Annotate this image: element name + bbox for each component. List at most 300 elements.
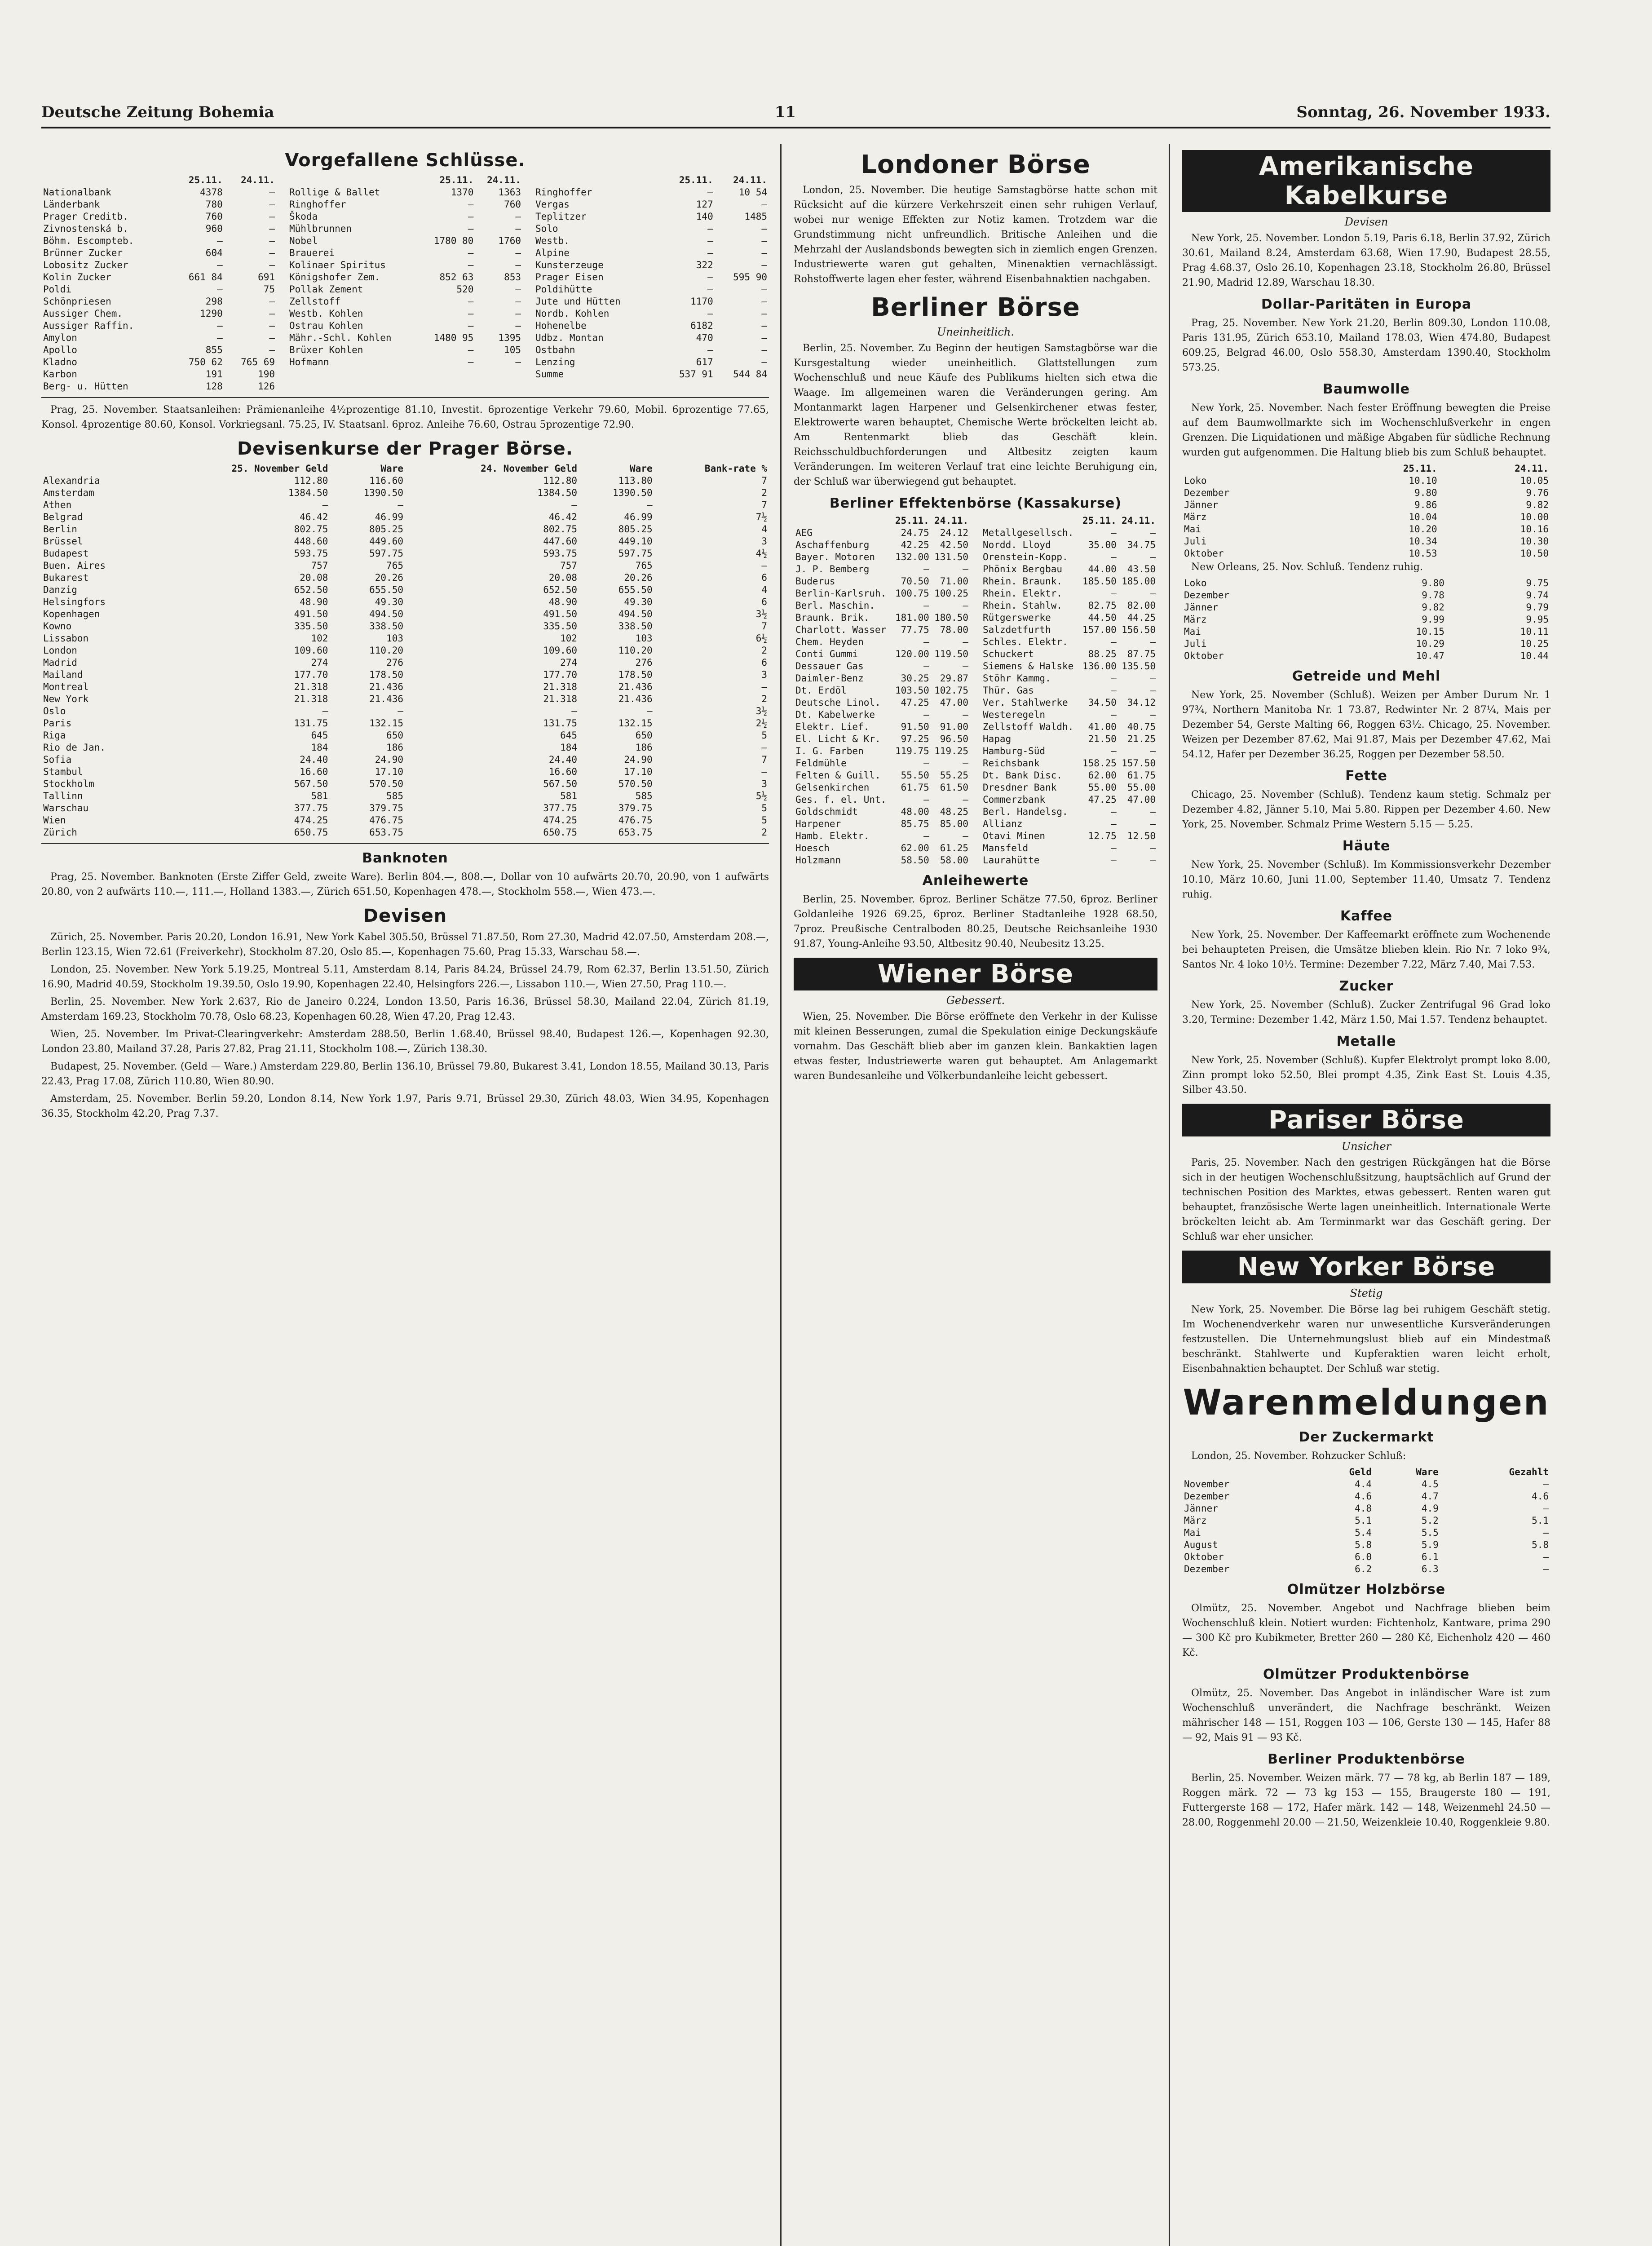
table-cell: Aussiger Chem. [43, 308, 123, 319]
table-cell: 132.00 [895, 552, 929, 562]
table-row [981, 612, 1157, 624]
article-dollar-paritaeten: Prag, 25. November. New York 21.20, Berlin 809.30, London 110.08, Paris 131.95, Zürich 653.10, Mailand 178.03, Wien 474.80, Budapest 609.25, Belgrad 46.00, Oslo 558.30, Amsterdam 1390.40, Stockholm 573.25. [1182, 318, 1550, 373]
table-cell: Kolin Zucker [43, 272, 111, 283]
table-cell: — [217, 260, 223, 270]
table-cell: 20.08 [548, 572, 578, 583]
table-cell: — [1111, 855, 1117, 866]
table-cell: Brüxer Kohlen [289, 345, 363, 355]
table-cell: 9.75 [1526, 578, 1549, 588]
table-cell: Westb. Kohlen [289, 308, 363, 319]
table-cell: — [468, 357, 474, 367]
table-cell: 6.0 [1355, 1552, 1372, 1562]
table-row [287, 211, 523, 223]
table-header-cell: 24.11. [241, 175, 275, 186]
table-cell: 87.75 [1127, 649, 1156, 659]
table-cell: Pollak Zement [289, 284, 363, 295]
table-cell: 652.50 [543, 584, 578, 595]
table-row [41, 802, 769, 814]
article-fette: Chicago, 25. November (Schluß). Tendenz kaum stetig. Schmalz per Dezember 4.82, Jänner 5.10, Mai 5.80. Rippen per Dezember 4.60. New York, 25. November. Schmalz Prime Western 5.15 — 5.25. [1182, 789, 1550, 830]
table-cell: 855 [205, 345, 223, 355]
table-header-cell: Ware [630, 463, 653, 474]
section-subheading-devisen: Devisen [1344, 216, 1388, 228]
table-row [287, 271, 523, 283]
table-cell: Kowno [43, 621, 72, 632]
table-cell: — [468, 248, 474, 258]
table-cell: 132.15 [618, 718, 653, 729]
table-cell: I. G. Farben [795, 746, 864, 756]
table-cell: 24.40 [300, 754, 328, 765]
table-cell: New York [43, 694, 89, 704]
table-cell: Stockholm [43, 778, 94, 789]
table-cell: März [1184, 512, 1207, 522]
table-cell: — [269, 320, 275, 331]
table-cell: Feldmühle [795, 758, 847, 769]
table-cell: Oktober [1184, 650, 1224, 661]
table-cell: 102 [560, 633, 578, 644]
stock-table-b [287, 174, 523, 368]
effekten-tables [794, 515, 1157, 867]
table-cell: Aussiger Raffin. [43, 320, 134, 331]
table-cell: Mai [1184, 1527, 1201, 1538]
section-heading-baumwolle: Baumwolle [1323, 381, 1410, 397]
table-row [1182, 1478, 1550, 1490]
article-banknoten: Prag, 25. November. Banknoten (Erste Ziffer Geld, zweite Ware). Berlin 804.—, 808.—, Dollar von 10 aufwärts 20.70, 20.90, von 1 aufwärts 20.80, von 2 aufwärts 110.—, 111.—, Holland 1383.—, Zürich 651.50, Kopenhagen 478.—, Stockholm 558.—, Wien 473.—. [41, 871, 769, 898]
table-cell: 6.2 [1355, 1564, 1372, 1574]
table-cell: Deutsche Linol. [795, 697, 881, 708]
table-row [41, 271, 277, 283]
table-row [981, 757, 1157, 769]
table-cell: — [1543, 1479, 1549, 1490]
table-cell: Sofia [43, 754, 72, 765]
table-cell: — [269, 332, 275, 343]
table-cell: Chem. Heyden [795, 637, 864, 647]
column-3 [1182, 144, 1550, 2246]
table-cell: 16.60 [548, 766, 578, 777]
table-row [41, 632, 769, 645]
table-cell: Brüssel [43, 536, 83, 547]
table-header-cell: 25.11. [1403, 463, 1437, 474]
table-cell: 140 [696, 211, 713, 222]
table-cell: — [923, 661, 929, 672]
table-cell: 10.53 [1409, 548, 1437, 559]
table-row [534, 356, 769, 368]
table-cell: Alexandria [43, 475, 100, 486]
table-cell: Tallinn [43, 791, 83, 801]
table-cell: 71.00 [940, 576, 968, 587]
table-cell: Zivnostenská b. [43, 223, 128, 234]
table-cell: 805.25 [618, 524, 653, 535]
article-staatsanleihen: Prag, 25. November. Staatsanleihen: Prämienanleihe 4½prozentige 81.10, Investit. 6prozentige Verkehr 79.60, Mobil. 6prozentige 77.65, Konsol. 4prozentige 80.60, Konsol. Vorkriegsanl. 75.25, IV. Staatsanl. 6proz. Anleihe 76.60, Ostrau 5prozentige 72.90. [41, 404, 769, 430]
table-cell: 6 [761, 572, 767, 583]
table-header-cell: 24. November Geld [481, 463, 578, 474]
table-cell: 4.6 [1532, 1491, 1549, 1502]
table-row [41, 754, 769, 766]
table-cell: Amylon [43, 332, 77, 343]
table-cell: 191 [205, 369, 223, 380]
table-cell: 10.20 [1409, 524, 1437, 535]
table-cell: 4378 [200, 187, 223, 198]
table-cell: Mailand [43, 669, 83, 680]
table-cell: 760 [504, 199, 521, 210]
table-row [287, 186, 523, 199]
table-row [794, 733, 970, 745]
table-cell: — [761, 296, 767, 307]
table-cell: 1390.50 [363, 487, 403, 498]
table-cell: 190 [258, 369, 275, 380]
table-cell: Apollo [43, 345, 77, 355]
masthead-title: Deutsche Zeitung Bohemia [41, 103, 274, 121]
table-row [981, 588, 1157, 600]
table-row [41, 681, 769, 693]
table-row [41, 730, 769, 742]
table-row [981, 721, 1157, 733]
table-cell: Jänner [1184, 1503, 1218, 1514]
article-haeute: New York, 25. November (Schluß). Im Kommissionsverkehr Dezember 10.10, März 10.60, Juni 11.00, September 11.40, Umsatz 7. Tendenz ruhig. [1182, 859, 1550, 900]
table-cell: 24.90 [624, 754, 653, 765]
table-cell: — [761, 332, 767, 343]
table-cell: März [1184, 614, 1207, 625]
new-orleans-label: New Orleans, 25. Nov. Schluß. Tendenz ruhig. [1191, 562, 1423, 573]
table-cell: Conti Gummi [795, 649, 858, 659]
table-cell: 570.50 [618, 778, 653, 789]
table-cell: — [761, 345, 767, 355]
table-cell: — [1150, 527, 1156, 538]
table-cell: 853 [504, 272, 521, 283]
table-cell: Rhein. Elektr. [983, 588, 1063, 599]
table-cell: 100.75 [895, 588, 929, 599]
table-cell: 595 90 [733, 272, 767, 283]
table-header-cell: 24.11. [487, 175, 521, 186]
table-cell: 7 [761, 621, 767, 632]
table-cell: 652.50 [294, 584, 328, 595]
table-cell: 10.50 [1520, 548, 1549, 559]
table-row [1182, 614, 1550, 626]
table-row [41, 211, 277, 223]
table-cell: 377.75 [543, 803, 578, 814]
table-cell: — [571, 706, 578, 716]
table-row [41, 320, 277, 332]
article-london: London, 25. November. New York 5.19.25, Montreal 5.11, Amsterdam 8.14, Paris 84.24, Brüssel 24.79, Rom 62.37, Berlin 13.51.50, Zürich 16.90, Madrid 40.59, Stockholm 19.39.50, Oslo 19.90, Kopenhagen 22.40, Helsingfors 226.—, Lissabon 110.—, Wien 27.50, Prag 110.—. [41, 964, 769, 990]
table-header-cell: Ware [380, 463, 403, 474]
table-cell: 3½ [755, 706, 767, 716]
table-cell: Rhein. Braunk. [983, 576, 1063, 587]
table-cell: — [707, 235, 713, 246]
table-cell: — [1150, 746, 1156, 756]
table-row [794, 782, 970, 794]
table-cell: Charlott. Wasser [795, 624, 887, 635]
table-row [41, 535, 769, 548]
section-heading-amerikanische-kabelkurse: Amerikanische Kabelkurse [1182, 150, 1550, 212]
table-cell: 177.70 [294, 669, 328, 680]
table-cell: Jänner [1184, 500, 1218, 510]
table-cell: 178.50 [618, 669, 653, 680]
table-cell: — [269, 296, 275, 307]
table-row [41, 657, 769, 669]
table-cell: Schönpriesen [43, 296, 111, 307]
table-cell: 131.50 [934, 552, 968, 562]
article-berliner-produktenboerse: Berlin, 25. November. Weizen märk. 77 — 78 kg, ab Berlin 187 — 189, Roggen märk. 72 — 73 kg 153 — 155, Braugerste 180 — 191, Futtergerste 168 — 172, Hafer märk. 142 — 148, Weizenmehl 24.50 — 28.00, Roggenmehl 20.00 — 21.50, Weizenkleie 10.40, Roggenkleie 9.80. [1182, 1773, 1550, 1828]
table-cell: Summe [535, 369, 564, 380]
table-cell: — [923, 831, 929, 841]
table-cell: — [322, 500, 328, 510]
table-row [41, 620, 769, 632]
table-cell: — [1111, 685, 1117, 696]
table-cell: 474.25 [543, 815, 578, 826]
table-cell: — [269, 260, 275, 270]
article-pariser-boerse: Paris, 25. November. Nach den gestrigen Rückgängen hat die Börse sich in der heutigen Wochenschlußsitzung, hauptsächlich auf Grund der technischen Position des Marktes, etwas gebessert. Renten waren gut behauptet, französische Werte lagen uneinheitlich. Internationale Werte bröckelten leicht ab. Am Terminmarkt war das Geschäft gering. Der Schluß war eher unsicher. [1182, 1157, 1550, 1242]
table-cell: — [761, 742, 767, 753]
table-cell: 4 [761, 524, 767, 535]
table-cell: 184 [560, 742, 578, 753]
table-cell: 184 [311, 742, 328, 753]
table-cell: 650.75 [543, 827, 578, 838]
table-cell: Loko [1184, 475, 1207, 486]
table-cell: 46.42 [300, 512, 328, 522]
table-row [794, 697, 970, 709]
table-cell: 494.50 [618, 609, 653, 619]
table-row [1182, 1551, 1550, 1563]
table-cell: 1760 [498, 235, 521, 246]
table-cell: Wien [43, 815, 66, 826]
table-cell: 9.74 [1526, 590, 1549, 601]
table-row [41, 778, 769, 790]
table-row [41, 356, 277, 368]
table-row [794, 854, 970, 867]
table-cell: 62.00 [1088, 770, 1117, 781]
table-cell: 449.60 [369, 536, 403, 547]
table-cell: 6 [761, 657, 767, 668]
table-row [41, 259, 277, 271]
table-cell: 156.50 [1122, 624, 1156, 635]
table-cell: — [269, 187, 275, 198]
table-cell: 335.50 [294, 621, 328, 632]
table-cell: Berl. Handelsg. [983, 806, 1068, 817]
table-row [794, 818, 970, 830]
table-cell: Alpine [535, 248, 570, 258]
table-cell: 24.75 [901, 527, 929, 538]
table-cell: Poldi [43, 284, 72, 295]
table-row [981, 854, 1157, 867]
section-heading-warenmeldungen: Warenmeldungen [1183, 1383, 1550, 1423]
table-cell: — [217, 284, 223, 295]
table-cell: 10.16 [1520, 524, 1549, 535]
table-header-cell [534, 174, 661, 186]
table-cell: — [468, 345, 474, 355]
article-zucker: New York, 25. November (Schluß). Zucker Zentrifugal 96 Grad loko 3.20, Termine: Dezember 1.42, März 1.50, Mai 1.57. Tendenz behauptet. [1182, 999, 1550, 1026]
table-row [981, 660, 1157, 672]
table-cell: 48.25 [940, 806, 968, 817]
table-cell: El. Licht & Kr. [795, 734, 881, 744]
table-cell: — [761, 248, 767, 258]
table-cell: Ges. f. el. Unt. [795, 794, 887, 805]
table-cell: 338.50 [369, 621, 403, 632]
table-cell: 2½ [755, 718, 767, 729]
section-heading-effektenboerse: Berliner Effektenbörse (Kassakurse) [829, 495, 1122, 511]
table-row [287, 235, 523, 247]
table-cell: — [515, 260, 521, 270]
table-row [41, 645, 769, 657]
article-getreide: New York, 25. November (Schluß). Weizen per Amber Durum Nr. 1 97¾, Northern Manitoba Nr. 1 73.87, Redwinter Nr. 2 87¼, Mais per Dezember 54, Gerste Malting 66, Roggen 63½. Chicago, 25. November. Weizen per Dezember 87.62, Mai 91.87, Mais per Dezember 47.62, Mai 54.12, Hafer per Dezember 36.25, Roggen per Dezember 58.50. [1182, 690, 1550, 760]
table-cell: 765 [635, 560, 653, 571]
table-row [287, 344, 523, 356]
table-cell: 47.00 [1127, 794, 1156, 805]
table-cell: 757 [560, 560, 578, 571]
table-row [41, 344, 277, 356]
table-header-row [1182, 463, 1550, 475]
table-header-cell: Bank-rate % [704, 463, 767, 474]
table-row [981, 551, 1157, 563]
table-cell: Rio de Jan. [43, 742, 106, 753]
table-cell: Mai [1184, 626, 1201, 637]
article-zuerich: Zürich, 25. November. Paris 20.20, London 16.91, New York Kabel 305.50, Brüssel 71.87.50, Rom 27.30, Madrid 42.07.50, Amsterdam 208.—, Berlin 123.15, Wien 72.61 (Freiverkehr), Stockholm 87.20, Oslo 85.—, Kopenhagen 75.60, Prag 15.33, Warschau 58.—. [41, 932, 769, 958]
section-heading-dollar-paritaeten: Dollar-Paritäten in Europa [1261, 296, 1472, 312]
table-cell: Zellstoff [289, 296, 340, 307]
table-cell: 48.90 [548, 597, 578, 607]
table-cell: 44.25 [1127, 612, 1156, 623]
table-row [41, 511, 769, 523]
article-wien: Wien, 25. November. Im Privat-Clearingverkehr: Amsterdam 288.50, Berlin 1.68.40, Brüssel 98.40, Budapest 126.—, Kopenhagen 92.30, London 23.80, Mailand 37.28, Paris 27.82, Prag 21.11, Stockholm 108.—, Zürich 138.30. [41, 1029, 769, 1055]
table-cell: J. P. Bemberg [795, 564, 870, 575]
table-row [41, 717, 769, 730]
table-row [794, 527, 970, 539]
table-cell: 21.318 [294, 681, 328, 692]
table-cell: — [269, 345, 275, 355]
table-header-cell [794, 515, 892, 527]
table-row [287, 283, 523, 296]
table-cell: 4.9 [1421, 1503, 1439, 1514]
table-row [534, 211, 769, 223]
table-row [534, 368, 769, 380]
table-cell: 802.75 [294, 524, 328, 535]
table-row [981, 745, 1157, 757]
table-cell: Schles. Elektr. [983, 637, 1068, 647]
table-cell: Berl. Maschin. [795, 600, 875, 611]
table-header-cell: Geld [1349, 1467, 1372, 1477]
table-cell: — [1111, 746, 1117, 756]
table-header-cell: 25. November Geld [231, 463, 328, 474]
table-row [1182, 626, 1550, 638]
section-subheading-wiener: Gebessert. [946, 994, 1005, 1007]
table-cell: 5.4 [1355, 1527, 1372, 1538]
table-cell: — [515, 357, 521, 367]
table-cell: 780 [205, 199, 223, 210]
table-cell: 1390.50 [613, 487, 653, 498]
article-holzboerse: Olmütz, 25. November. Angebot und Nachfrage blieben beim Wochenschluß klein. Notiert wurden: Fichtenholz, Kantware, prima 290 — 300 Kč pro Kubikmeter, Bretter 260 — 280 Kč, Eichenholz 420 — 460 Kč. [1182, 1603, 1550, 1658]
table-cell: 4.5 [1421, 1479, 1439, 1490]
table-cell: Dezember [1184, 487, 1230, 498]
table-cell: — [1150, 709, 1156, 720]
article-kaffee: New York, 25. November. Der Kaffeemarkt eröffnete zum Wochenende bei behaupteten Preisen, die Umsätze blieben klein. Rio Nr. 7 loko 9¾, Santos Nr. 4 loko 10½. Termine: Dezember 7.22, März 7.40, Mai 7.53. [1182, 929, 1550, 970]
table-cell: 78.00 [940, 624, 968, 635]
table-row [534, 199, 769, 211]
table-cell: 3 [761, 778, 767, 789]
table-cell: 276 [635, 657, 653, 668]
table-cell: Dt. Kabelwerke [795, 709, 875, 720]
table-header-cell: 25.11. [188, 175, 223, 186]
table-row [1182, 1490, 1550, 1503]
table-cell: Mai [1184, 524, 1201, 535]
table-row [41, 596, 769, 608]
effekten-table-b [981, 515, 1157, 867]
table-cell: 12.50 [1127, 831, 1156, 841]
table-cell: — [923, 600, 929, 611]
table-cell: 91.50 [901, 721, 929, 732]
table-cell: 655.50 [618, 584, 653, 595]
table-cell: 10.29 [1416, 638, 1444, 649]
table-row [794, 830, 970, 842]
table-header-cell [287, 174, 421, 186]
masthead-rule [41, 127, 1550, 128]
table-row [1182, 589, 1550, 601]
table-cell: — [1150, 818, 1156, 829]
new-orleans-table [1182, 577, 1550, 662]
table-cell: 617 [696, 357, 713, 367]
table-cell: Brünner Zucker [43, 248, 123, 258]
table-cell: — [923, 709, 929, 720]
section-heading-pariser-boerse: Pariser Börse [1182, 1104, 1550, 1136]
table-cell: — [468, 223, 474, 234]
table-cell: 476.75 [618, 815, 653, 826]
table-row [1182, 1503, 1550, 1515]
table-row [41, 308, 277, 320]
table-cell: — [1543, 1552, 1549, 1562]
table-cell: — [1150, 806, 1156, 817]
table-cell: 802.75 [543, 524, 578, 535]
table-row [1182, 1539, 1550, 1551]
table-cell: — [1111, 709, 1117, 720]
table-cell: — [646, 706, 653, 716]
table-cell: 581 [560, 791, 578, 801]
table-cell: 597.75 [369, 548, 403, 559]
table-cell: Ostbahn [535, 345, 575, 355]
table-header-row [981, 515, 1157, 527]
table-cell: 645 [560, 730, 578, 741]
table-cell: 47.00 [940, 697, 968, 708]
table-row [1182, 1515, 1550, 1527]
table-header-cell: 24.11. [733, 175, 767, 186]
section-heading-haeute: Häute [1342, 838, 1391, 854]
section-subheading-berliner: Uneinheitlich. [937, 326, 1014, 338]
table-cell: Salzdetfurth [983, 624, 1051, 635]
masthead [41, 94, 1550, 121]
table-row [41, 247, 277, 259]
table-cell: 449.10 [618, 536, 653, 547]
table-cell: Jute und Hütten [535, 296, 621, 307]
table-row [41, 766, 769, 778]
table-header-row [41, 463, 769, 475]
table-cell: 9.82 [1422, 602, 1444, 613]
table-row [287, 296, 523, 308]
table-cell: Nordb. Kohlen [535, 308, 610, 319]
stock-table-c [534, 174, 769, 380]
table-cell: 126 [258, 381, 275, 392]
table-cell: 75 [263, 284, 275, 295]
table-cell: Hofmann [289, 357, 329, 367]
table-cell: 177.70 [543, 669, 578, 680]
table-cell: 645 [311, 730, 328, 741]
section-heading-devisen: Devisen [363, 906, 447, 926]
table-cell: 17.10 [375, 766, 403, 777]
table-cell: — [1111, 552, 1117, 562]
table-cell: — [269, 223, 275, 234]
table-cell: 5.8 [1532, 1539, 1549, 1550]
table-cell: Kolinaer Spiritus [289, 260, 386, 270]
table-cell: 1395 [498, 332, 521, 343]
section-heading-banknoten: Banknoten [362, 850, 448, 866]
table-cell: — [761, 357, 767, 367]
table-cell: 34.75 [1127, 539, 1156, 550]
table-row [981, 685, 1157, 697]
